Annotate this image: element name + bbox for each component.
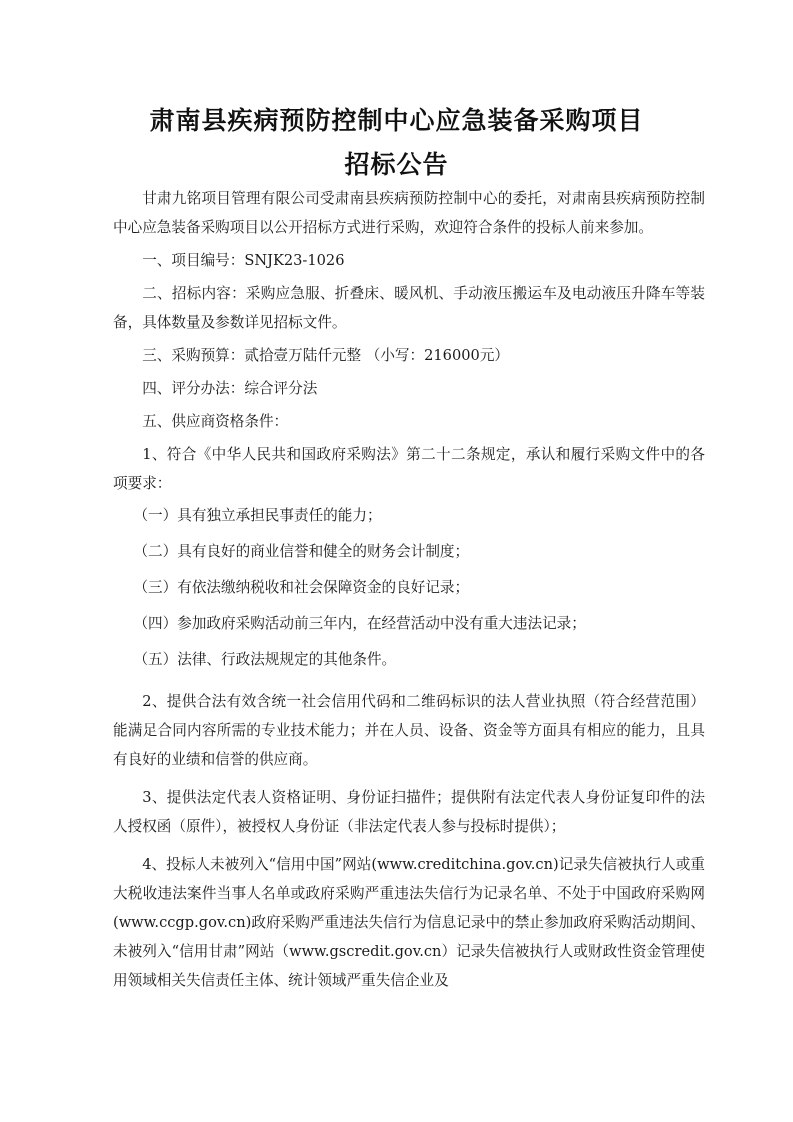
document-body [113, 184, 705, 995]
sub-condition-2: （二）具有良好的商业信誉和健全的财务会计制度； [133, 543, 470, 560]
item-tender-content: 二、招标内容：采购应急服、折叠床、暖风机、手动液压搬运车及电动液压升降车等装备，具体数量及参数详见招标文件。 [113, 285, 705, 331]
sub-condition-1: （一）具有独立承担民事责任的能力； [133, 507, 382, 524]
item-project-number: 一、项目编号：SNJK23-1026 [142, 252, 345, 269]
item-qualifications-heading: 五、供应商资格条件： [142, 413, 289, 430]
condition-4: 4、投标人未被列入“信用中国”网站(www.creditchina.gov.cn)记录失信被执行人或重大税收违法案件当事人名单或政府采购严重违法失信行为记录名单、不处于中国政府采购网(www.ccgp.gov.cn)政府采购严重违法失信行为信息记录中的禁止参加政府采购活动期间、未被列入“信用甘肃”网站（www.gscredit.gov.cn）记录失信被执行人或财政性资金管理使用领域相关失信责任主体、统计领域严重失信企业及 [113, 856, 705, 989]
condition-3: 3、提供法定代表人资格证明、身份证扫描件；提供附有法定代表人身份证复印件的法人授权函（原件），被授权人身份证（非法定代表人参与投标时提供）； [113, 789, 705, 835]
sub-condition-4: （四）参加政府采购活动前三年内，在经营活动中没有重大违法记录； [133, 615, 586, 632]
condition-1: 1、符合《中华人民共和国政府采购法》第二十二条规定，承认和履行采购文件中的各项要求： [113, 446, 705, 492]
sub-condition-5: （五）法律、行政法规规定的其他条件。 [133, 651, 397, 668]
document-subtitle: 招标公告 [344, 150, 449, 179]
item-budget: 三、采购预算：贰拾壹万陆仟元整 （小写：216000元） [142, 347, 510, 364]
sub-condition-3: （三）有依法缴纳税收和社会保障资金的良好记录； [133, 579, 470, 596]
item-scoring-method: 四、评分办法：综合评分法 [142, 380, 318, 397]
intro-paragraph: 甘肃九铭项目管理有限公司受肃南县疾病预防控制中心的委托，对肃南县疾病预防控制中心应急装备采购项目以公开招标方式进行采购，欢迎符合条件的投标人前来参加。 [113, 190, 705, 236]
condition-2: 2、提供合法有效含统一社会信用代码和二维码标识的法人营业执照（符合经营范围）能满足合同内容所需的专业技术能力；并在人员、设备、资金等方面具有相应的能力，且具有良好的业绩和信誉的供应商。 [113, 693, 705, 768]
document-title: 肃南县疾病预防控制中心应急装备采购项目 [149, 106, 644, 135]
